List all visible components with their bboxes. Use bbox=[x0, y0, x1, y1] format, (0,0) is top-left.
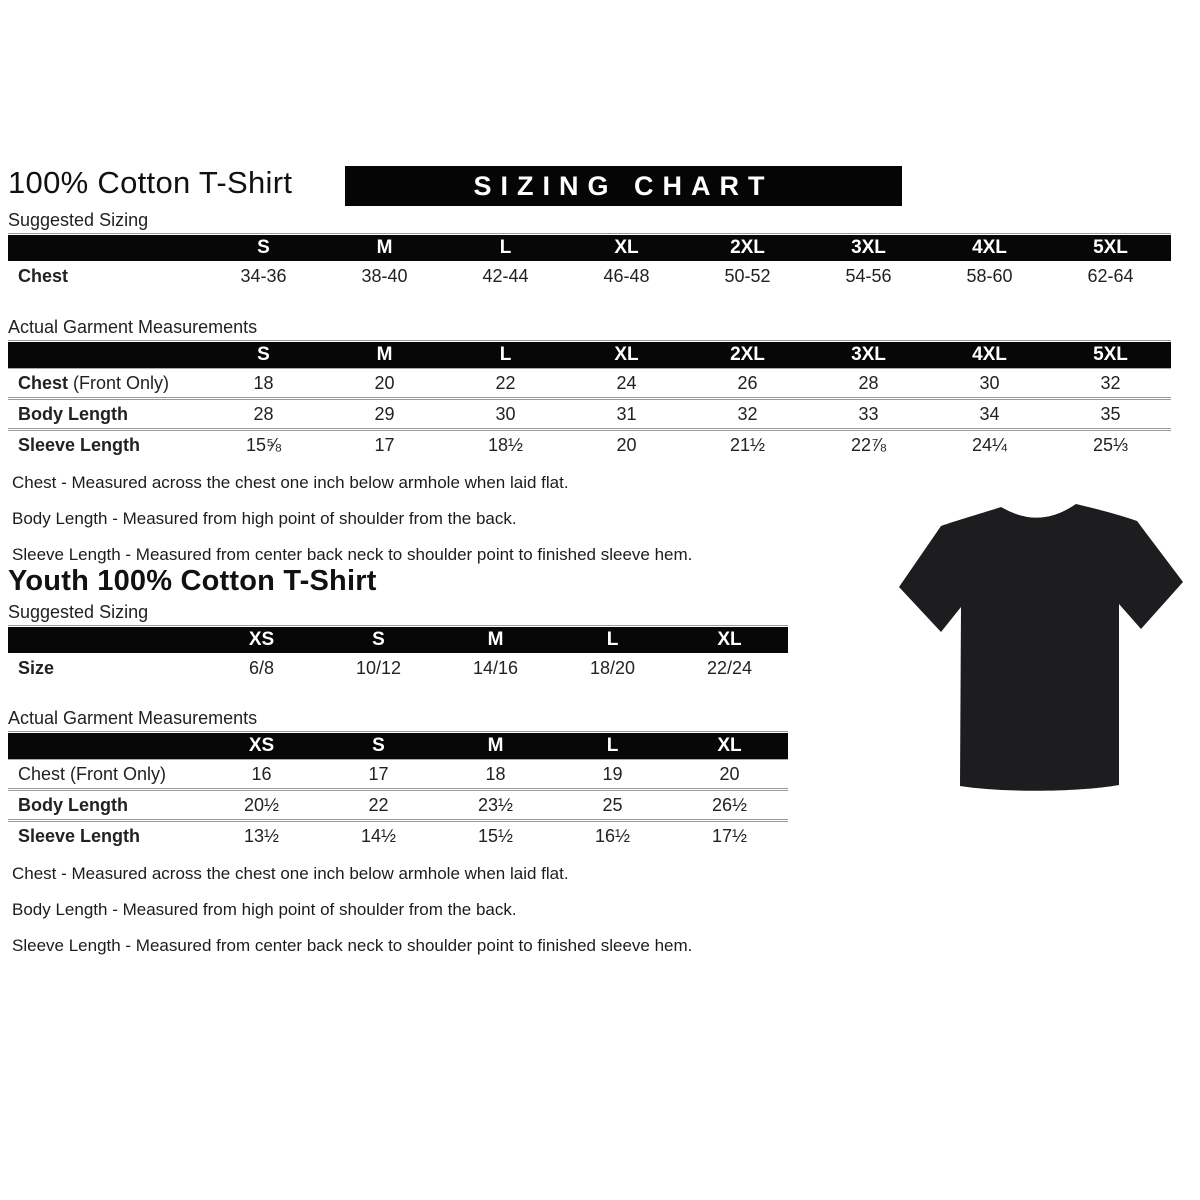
col-header: 3XL bbox=[851, 237, 886, 258]
black-tshirt-photo bbox=[890, 483, 1190, 808]
cell: 34 bbox=[979, 403, 1000, 424]
col-header: L bbox=[499, 344, 512, 365]
col-header: 4XL bbox=[972, 237, 1007, 258]
cell: 18 bbox=[485, 763, 506, 784]
col-header: M bbox=[487, 735, 504, 756]
col-header: S bbox=[372, 629, 385, 650]
cell: 20 bbox=[719, 763, 740, 784]
cell: 33 bbox=[858, 403, 879, 424]
col-header: 5XL bbox=[1093, 344, 1128, 365]
note-line: Sleeve Length - Measured from center back neck to shoulder point to finished sleeve hem. bbox=[12, 545, 693, 564]
header-row bbox=[8, 165, 1174, 209]
cell: 18½ bbox=[487, 434, 524, 455]
cell: 30 bbox=[979, 372, 1000, 393]
cell: 29 bbox=[374, 403, 395, 424]
col-header: 3XL bbox=[851, 344, 886, 365]
cell: 24 bbox=[616, 372, 637, 393]
cell: 16½ bbox=[594, 825, 631, 846]
col-header: XL bbox=[717, 629, 742, 650]
cell: 14/16 bbox=[472, 658, 519, 678]
col-header: S bbox=[257, 344, 270, 365]
cell: 15½ bbox=[477, 825, 514, 846]
note-line: Body Length - Measured from high point of shoulder from the back. bbox=[12, 900, 517, 919]
youth-suggested-label: Suggested Sizing bbox=[8, 602, 788, 626]
cell: 17 bbox=[374, 434, 395, 455]
col-header: L bbox=[606, 629, 619, 650]
cell: 20½ bbox=[243, 794, 280, 815]
cell: 30 bbox=[495, 403, 516, 424]
col-header: XL bbox=[614, 344, 639, 365]
cell: 22/24 bbox=[706, 658, 753, 678]
cell: 17½ bbox=[711, 825, 748, 846]
cell: 13½ bbox=[243, 825, 280, 846]
cell: 25⅓ bbox=[1092, 434, 1129, 455]
youth-actual-label: Actual Garment Measurements bbox=[8, 708, 788, 732]
row-label: Body Length bbox=[18, 403, 128, 424]
cell: 21½ bbox=[729, 434, 766, 455]
adult-suggested-label: Suggested Sizing bbox=[8, 210, 1171, 234]
cell: 10/12 bbox=[355, 658, 402, 678]
col-header: 4XL bbox=[972, 344, 1007, 365]
cell: 58-60 bbox=[966, 266, 1013, 286]
col-header: XL bbox=[614, 237, 639, 258]
cell: 19 bbox=[602, 763, 623, 784]
adult-title: 100% Cotton T-Shirt bbox=[8, 165, 293, 200]
col-header: 2XL bbox=[730, 344, 765, 365]
cell: 32 bbox=[737, 403, 758, 424]
row-label: Chest bbox=[18, 266, 69, 286]
youth-suggested-table bbox=[8, 627, 788, 684]
cell: 35 bbox=[1100, 403, 1121, 424]
col-header: XL bbox=[717, 735, 742, 756]
cell: 54-56 bbox=[845, 266, 892, 286]
adult-actual-label: Actual Garment Measurements bbox=[8, 317, 1171, 341]
col-header: 2XL bbox=[730, 237, 765, 258]
row-label-main: Chest bbox=[18, 372, 69, 393]
table-header-row bbox=[8, 627, 788, 653]
note-line: Chest - Measured across the chest one inch below armhole when laid flat. bbox=[12, 864, 569, 883]
cell: 25 bbox=[602, 794, 623, 815]
table-row bbox=[8, 653, 788, 684]
table-row bbox=[8, 261, 1171, 292]
cell: 38-40 bbox=[361, 266, 408, 286]
col-header: XS bbox=[248, 629, 275, 650]
col-header: 5XL bbox=[1093, 237, 1128, 258]
cell: 15⅝ bbox=[245, 434, 282, 455]
row-label: Chest (Front Only) bbox=[18, 763, 167, 784]
cell: 31 bbox=[616, 403, 637, 424]
adult-actual-table bbox=[8, 342, 1171, 459]
cell: 16 bbox=[251, 763, 272, 784]
cell: 18/20 bbox=[589, 658, 636, 678]
cell: 26 bbox=[737, 372, 758, 393]
adult-suggested-table bbox=[8, 235, 1171, 292]
cell: 26½ bbox=[711, 794, 748, 815]
table-row bbox=[8, 760, 788, 788]
cell: 23½ bbox=[477, 794, 514, 815]
table-row bbox=[8, 369, 1171, 397]
row-label: Body Length bbox=[18, 794, 128, 815]
row-label: Size bbox=[18, 658, 55, 678]
cell: 28 bbox=[253, 403, 274, 424]
cell: 20 bbox=[374, 372, 395, 393]
table-row bbox=[8, 397, 1171, 428]
cell: 20 bbox=[616, 434, 637, 455]
col-header: L bbox=[499, 237, 512, 258]
table-header-row bbox=[8, 235, 1171, 261]
note-line: Sleeve Length - Measured from center back neck to shoulder point to finished sleeve hem. bbox=[12, 936, 693, 955]
cell: 22⅞ bbox=[850, 434, 887, 455]
cell: 50-52 bbox=[724, 266, 771, 286]
col-header: M bbox=[487, 629, 504, 650]
cell: 32 bbox=[1100, 372, 1121, 393]
cell: 22 bbox=[495, 372, 516, 393]
youth-actual-table bbox=[8, 733, 788, 850]
table-header-row bbox=[8, 733, 788, 760]
youth-measurement-notes bbox=[8, 856, 1174, 964]
cell: 42-44 bbox=[482, 266, 529, 286]
cell: 34-36 bbox=[240, 266, 287, 286]
cell: 28 bbox=[858, 372, 879, 393]
cell: 62-64 bbox=[1087, 266, 1134, 286]
sizing-chart-banner: SIZING CHART bbox=[345, 166, 902, 206]
col-header: M bbox=[376, 237, 393, 258]
cell: 24¼ bbox=[971, 434, 1008, 455]
cell: 14½ bbox=[360, 825, 397, 846]
col-header: S bbox=[372, 735, 385, 756]
table-header-row bbox=[8, 342, 1171, 369]
cell: 18 bbox=[253, 372, 274, 393]
table-row bbox=[8, 819, 788, 850]
col-header: L bbox=[606, 735, 619, 756]
note-line: Body Length - Measured from high point of shoulder from the back. bbox=[12, 509, 517, 528]
row-label bbox=[8, 373, 203, 394]
table-row bbox=[8, 428, 1171, 459]
tshirt-body-shape bbox=[899, 504, 1183, 791]
note-line: Chest - Measured across the chest one inch below armhole when laid flat. bbox=[12, 473, 569, 492]
col-header: M bbox=[376, 344, 393, 365]
col-header: XS bbox=[248, 735, 275, 756]
cell: 22 bbox=[368, 794, 389, 815]
youth-title: Youth 100% Cotton T-Shirt bbox=[8, 565, 377, 597]
col-header: S bbox=[257, 237, 270, 258]
table-row bbox=[8, 788, 788, 819]
cell: 17 bbox=[368, 763, 389, 784]
row-label: Sleeve Length bbox=[18, 434, 141, 455]
row-label: Sleeve Length bbox=[18, 825, 141, 846]
cell: 46-48 bbox=[603, 266, 650, 286]
cell: 6/8 bbox=[248, 658, 275, 678]
row-label-suffix: (Front Only) bbox=[68, 372, 170, 393]
